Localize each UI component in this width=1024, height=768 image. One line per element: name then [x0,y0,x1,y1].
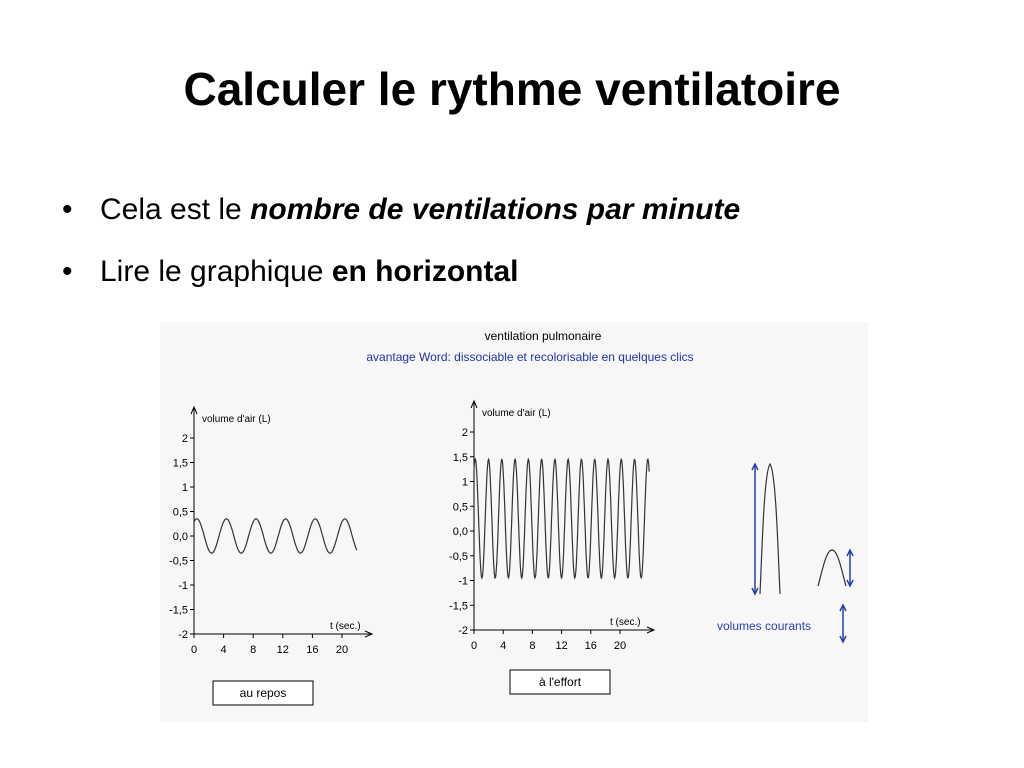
x-tick-label: 4 [500,640,507,652]
x-tick-label: 20 [335,644,349,656]
y-tick-label: 1,5 [172,457,188,470]
figure-title: ventilation pulmonaire [484,329,602,343]
x-axis-label: t (sec.) [330,621,361,632]
x-tick-label: 12 [276,644,289,656]
legend-big-cycle [760,464,780,594]
y-tick-label: 0,5 [172,506,188,519]
volumes-courants-legend [717,464,853,642]
caption-label: à l'effort [538,675,582,689]
ventilation-figure-svg [160,322,868,722]
y-tick-label: 1,5 [452,451,468,464]
y-tick-label: -1 [458,575,468,588]
ventilation-curve [474,459,649,578]
x-tick-label: 8 [529,640,536,652]
ventilation-figure [160,322,868,722]
bullet-item-definition [58,190,740,230]
x-tick-label: 12 [555,640,568,652]
y-tick-label: -1,5 [449,600,468,613]
x-tick-label: 16 [584,640,597,652]
bullet-emphasis: nombre de ventilations par minute [250,193,741,226]
y-tick-label: -1 [178,580,188,592]
bullet-list [58,190,740,314]
bullet-item-reading [58,252,740,292]
y-tick-label: 1 [461,476,468,489]
y-tick-label: -2 [458,625,468,637]
y-tick-label: 0,5 [452,501,468,514]
bullet-text: Lire le graphique [100,255,332,288]
y-tick-label: 0,0 [172,531,188,543]
y-axis-label: volume d'air (L) [482,408,551,419]
chart-effort [449,401,654,694]
x-axis-label: t (sec.) [610,617,641,628]
x-tick-label: 16 [306,644,319,656]
x-tick-label: 20 [613,640,627,652]
slide-title: Calculer le rythme ventilatoire [183,63,841,115]
y-axis-label: volume d'air (L) [202,414,271,425]
figure-subtitle: avantage Word: dissociable et recolorisable en quelques clics [366,350,694,364]
ventilation-curve [194,519,357,553]
y-tick-label: -1,5 [169,604,188,617]
x-tick-label: 0 [190,644,198,656]
y-tick-label: 0,0 [452,526,468,538]
legend-label: volumes courants [717,619,812,633]
x-tick-label: 4 [220,644,227,656]
y-tick-label: -0,5 [169,555,188,568]
legend-small-cycle [818,550,846,586]
x-tick-label: 8 [250,644,257,656]
y-tick-label: 2 [461,427,468,439]
chart-rest [169,407,372,705]
y-tick-label: -0,5 [449,550,468,563]
bullet-text: Cela est le [100,193,251,226]
y-tick-label: -2 [178,629,188,641]
y-tick-label: 1 [181,482,188,494]
x-tick-label: 0 [470,640,478,652]
caption-label: au repos [239,686,287,700]
y-tick-label: 2 [181,433,188,445]
bullet-emphasis: en horizontal [331,255,519,288]
